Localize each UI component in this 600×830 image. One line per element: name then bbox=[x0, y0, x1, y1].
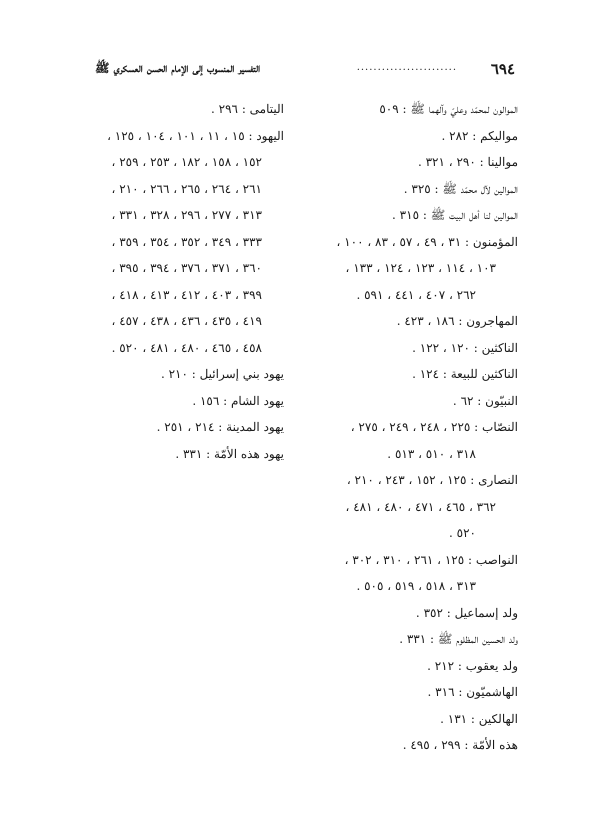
index-entry: ولد الحسين المظلوم ﷺ : ٣٣١ . bbox=[399, 632, 518, 646]
index-entry-continuation: ٣١٨ ، ٥١٠ ، ٥١٣ . bbox=[387, 446, 476, 461]
index-entry-continuation: ٣٩٩ ، ٤٠٣ ، ٤١٢ ، ٤١٣ ، ٤١٨ ، bbox=[111, 287, 262, 302]
index-entry: الناكثين للبيعة : ١٢٤ . bbox=[412, 367, 518, 381]
index-entry-continuation: ٣١٣ ، ٥١٨ ، ٥١٩ ، ٥٠٥ . bbox=[356, 579, 476, 593]
index-entry: مواليكم : ٢٨٢ . bbox=[441, 128, 518, 143]
index-entry: الهاشميّون : ٣١٦ . bbox=[427, 685, 518, 699]
index-entry-continuation: ٣١٣ ، ٢٧٧ ، ٢٩٦ ، ٣٢٨ ، ٣٣١ ، bbox=[111, 208, 262, 222]
index-entry: الموالين لآل محمّد ﷺ : ٣٢٥ . bbox=[403, 181, 518, 196]
running-title: التفسير المنسوب إلى الإمام الحسن العسكري ﷺ bbox=[95, 61, 261, 75]
index-entry: النصّاب : ٢٢٥ ، ٢٤٨ ، ٢٤٩ ، ٢٧٥ ، bbox=[350, 420, 518, 434]
header-leader-dots: ........................ bbox=[356, 62, 457, 73]
running-header bbox=[95, 60, 515, 80]
index-entry: اليهود : ١٥ ، ١١ ، ١٠١ ، ١٠٤ ، ١٢٥ ، bbox=[107, 128, 284, 143]
index-entry-continuation: ٤١٩ ، ٤٣٥ ، ٤٣٦ ، ٤٣٨ ، ٤٥٧ ، bbox=[111, 314, 262, 328]
index-entry-continuation: ١٠٣ ، ١١٤ ، ١٢٣ ، ١٢٤ ، ١٣٣ ، bbox=[345, 261, 496, 275]
index-entry-continuation: ٢٦١ ، ٢٦٤ ، ٢٦٥ ، ٢٦٦ ، ٢١٠ ، bbox=[111, 181, 262, 196]
page-number: ٦٩٤ bbox=[490, 60, 515, 78]
index-entry: يهود هذه الأمّة : ٣٣١ . bbox=[175, 446, 284, 461]
index-entry-continuation: ٤٥٨ ، ٤٦٥ ، ٤٨٠ ، ٤٨١ ، ٥٢٠ . bbox=[111, 340, 262, 355]
index-entry: الموالين لنا أهل البيت ﷺ : ٣١٥ . bbox=[392, 208, 518, 222]
index-entry: الهالكين : ١٣١ . bbox=[440, 711, 518, 726]
index-entry: المؤمنون : ٣١ ، ٤٩ ، ٥٧ ، ٨٣ ، ١٠٠ ، bbox=[336, 234, 518, 249]
index-entry: ولد يعقوب : ٢١٢ . bbox=[427, 658, 518, 673]
index-entry-continuation: ٥٢٠ . bbox=[449, 526, 476, 540]
index-entry-continuation: ٢٦٢ ، ٤٠٧ ، ٤٤١ ، ٥٩١ . bbox=[356, 287, 476, 302]
index-entry: اليتامى : ٢٩٦ . bbox=[211, 102, 284, 116]
index-entry: النبيّون : ٦٢ . bbox=[452, 393, 518, 408]
index-entry: يهود بني إسرائيل : ٢١٠ . bbox=[160, 367, 284, 381]
index-entry-continuation: ١٥٢ ، ١٥٨ ، ١٨٢ ، ٢٥٣ ، ٢٥٩ ، bbox=[111, 155, 262, 169]
index-entry: يهود الشام : ١٥٦ . bbox=[192, 393, 284, 408]
index-column-right bbox=[268, 96, 518, 759]
index-entry: ولد إسماعيل : ٣٥٢ . bbox=[415, 605, 518, 620]
index-entry: النصارى : ١٢٥ ، ١٥٢ ، ٢٤٣ ، ٢١٠ ، bbox=[346, 473, 518, 487]
index-entry-continuation: ٣٦٠ ، ٣٧١ ، ٣٧٦ ، ٣٩٤ ، ٣٩٥ ، bbox=[111, 261, 262, 275]
index-entry: الموالون لمحمّد وعليّ وآلهما ﷺ : ٥٠٩ bbox=[379, 102, 518, 116]
index-entry-continuation: ٣٣٣ ، ٣٤٩ ، ٣٥٢ ، ٣٥٤ ، ٣٥٩ ، bbox=[111, 234, 262, 249]
index-entry: المهاجرون : ١٨٦ ، ٤٢٣ . bbox=[396, 314, 518, 328]
index-entry: هذه الأمّة : ٢٩٩ ، ٤٩٥ . bbox=[402, 738, 518, 752]
index-entry-continuation: ٣٦٢ ، ٤٦٥ ، ٤٧١ ، ٤٨٠ ، ٤٨١ ، bbox=[345, 499, 496, 514]
index-column-left bbox=[84, 96, 284, 467]
index-entry: يهود المدينة : ٢١٤ ، ٢٥١ . bbox=[156, 420, 284, 434]
index-entry: النواصب : ١٢٥ ، ٢٦١ ، ٣١٠ ، ٣٠٢ ، bbox=[344, 552, 518, 567]
index-entry: موالينا : ٢٩٠ ، ٣٢١ . bbox=[417, 155, 518, 169]
index-entry: الناكثين : ١٢٠ ، ١٢٢ . bbox=[412, 340, 518, 355]
